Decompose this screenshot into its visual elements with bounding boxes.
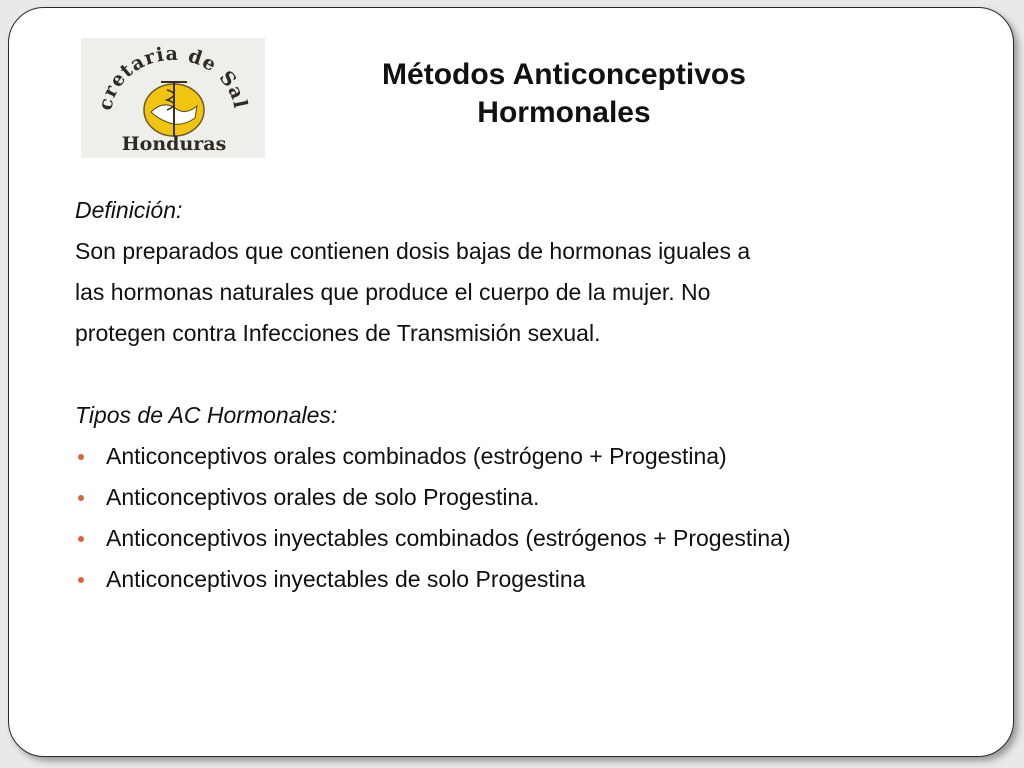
logo-honduras-text: Honduras xyxy=(121,133,227,155)
definition-line: protegen contra Infecciones de Transmisión sexual. xyxy=(75,320,601,346)
slide-title-line-2: Hormonales xyxy=(477,96,651,129)
slide-content xyxy=(75,190,975,600)
types-list-item: Anticonceptivos orales de solo Progestina. xyxy=(75,477,975,518)
logo-seal-icon xyxy=(81,38,265,158)
definition-line: Son preparados que contienen dosis bajas de hormonas iguales a xyxy=(75,238,751,264)
types-list-item: Anticonceptivos inyectables combinados (estrógenos + Progestina) xyxy=(75,518,975,559)
types-list-item: Anticonceptivos inyectables de solo Progestina xyxy=(75,559,975,600)
svg-text:Secretaria de Salud: cretaria de Sal xyxy=(94,42,252,113)
definition-text xyxy=(75,231,975,354)
secretaria-de-salud-logo xyxy=(81,38,265,158)
slide-title xyxy=(299,56,829,132)
definition-label: Definición: xyxy=(75,197,183,223)
definition-line: las hormonas naturales que produce el cuerpo de la mujer. No xyxy=(75,279,711,305)
types-list xyxy=(75,436,975,600)
types-label: Tipos de AC Hormonales: xyxy=(75,402,338,428)
slide xyxy=(8,7,1014,757)
types-list-item: Anticonceptivos orales combinados (estrógeno + Progestina) xyxy=(75,436,975,477)
slide-title-line-1: Métodos Anticonceptivos xyxy=(382,58,746,91)
